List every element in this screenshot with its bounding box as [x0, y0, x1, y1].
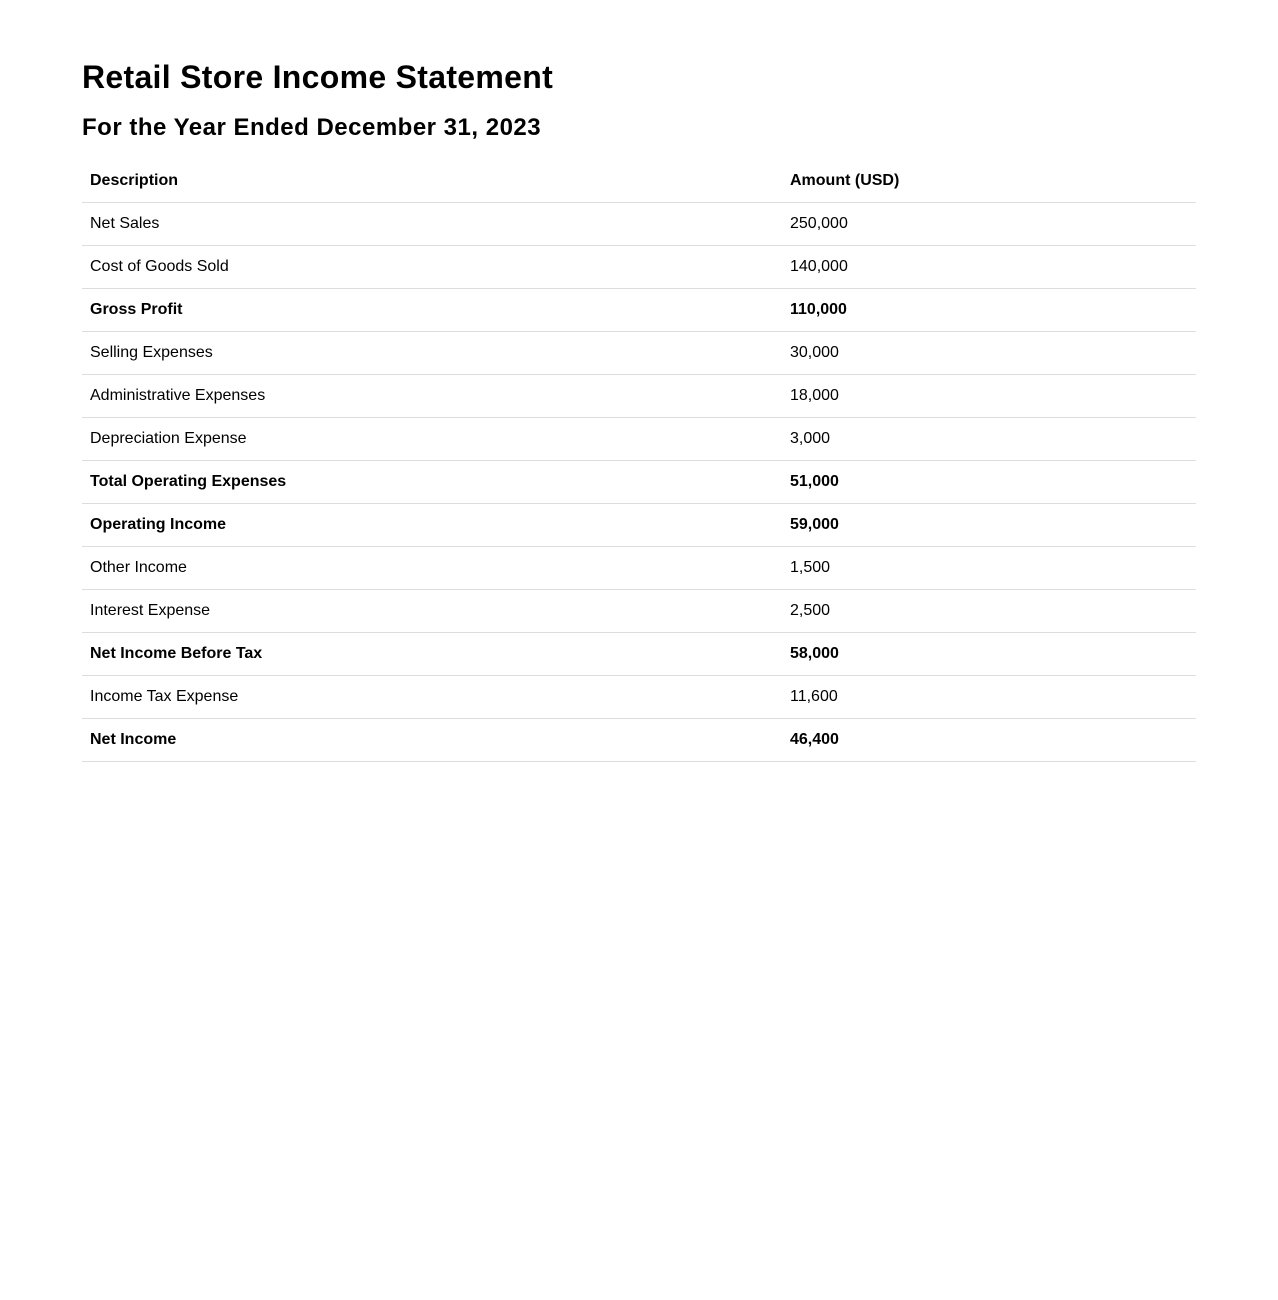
page-subtitle: For the Year Ended December 31, 2023	[82, 114, 542, 141]
table-row	[82, 547, 1196, 590]
table-row	[82, 418, 1196, 461]
row-description: Depreciation Expense	[82, 418, 782, 461]
table-row	[82, 676, 1196, 719]
row-amount: 3,000	[782, 418, 1196, 461]
table-header-row	[82, 160, 1196, 203]
row-amount: 46,400	[782, 719, 1196, 762]
table-row	[82, 289, 1196, 332]
table-row	[82, 375, 1196, 418]
table-row	[82, 246, 1196, 289]
column-header-amount: Amount (USD)	[782, 160, 1196, 203]
row-description: Net Income	[82, 719, 782, 762]
row-description: Administrative Expenses	[82, 375, 782, 418]
row-description: Selling Expenses	[82, 332, 782, 375]
row-description: Net Sales	[82, 203, 782, 246]
row-amount: 110,000	[782, 289, 1196, 332]
table-row	[82, 203, 1196, 246]
row-amount: 1,500	[782, 547, 1196, 590]
row-description: Total Operating Expenses	[82, 461, 782, 504]
table-body	[82, 203, 1196, 762]
row-description: Other Income	[82, 547, 782, 590]
income-statement-table	[82, 160, 1196, 762]
row-description: Interest Expense	[82, 590, 782, 633]
row-description: Operating Income	[82, 504, 782, 547]
table-row	[82, 633, 1196, 676]
row-amount: 18,000	[782, 375, 1196, 418]
table-row	[82, 719, 1196, 762]
column-header-description: Description	[82, 160, 782, 203]
table-row	[82, 332, 1196, 375]
row-description: Gross Profit	[82, 289, 782, 332]
row-amount: 30,000	[782, 332, 1196, 375]
table-row	[82, 461, 1196, 504]
row-description: Net Income Before Tax	[82, 633, 782, 676]
page-title: Retail Store Income Statement	[82, 59, 554, 95]
row-description: Income Tax Expense	[82, 676, 782, 719]
table-row	[82, 590, 1196, 633]
row-amount: 140,000	[782, 246, 1196, 289]
row-amount: 250,000	[782, 203, 1196, 246]
table-row	[82, 504, 1196, 547]
row-amount: 58,000	[782, 633, 1196, 676]
row-description: Cost of Goods Sold	[82, 246, 782, 289]
row-amount: 51,000	[782, 461, 1196, 504]
row-amount: 59,000	[782, 504, 1196, 547]
row-amount: 2,500	[782, 590, 1196, 633]
row-amount: 11,600	[782, 676, 1196, 719]
